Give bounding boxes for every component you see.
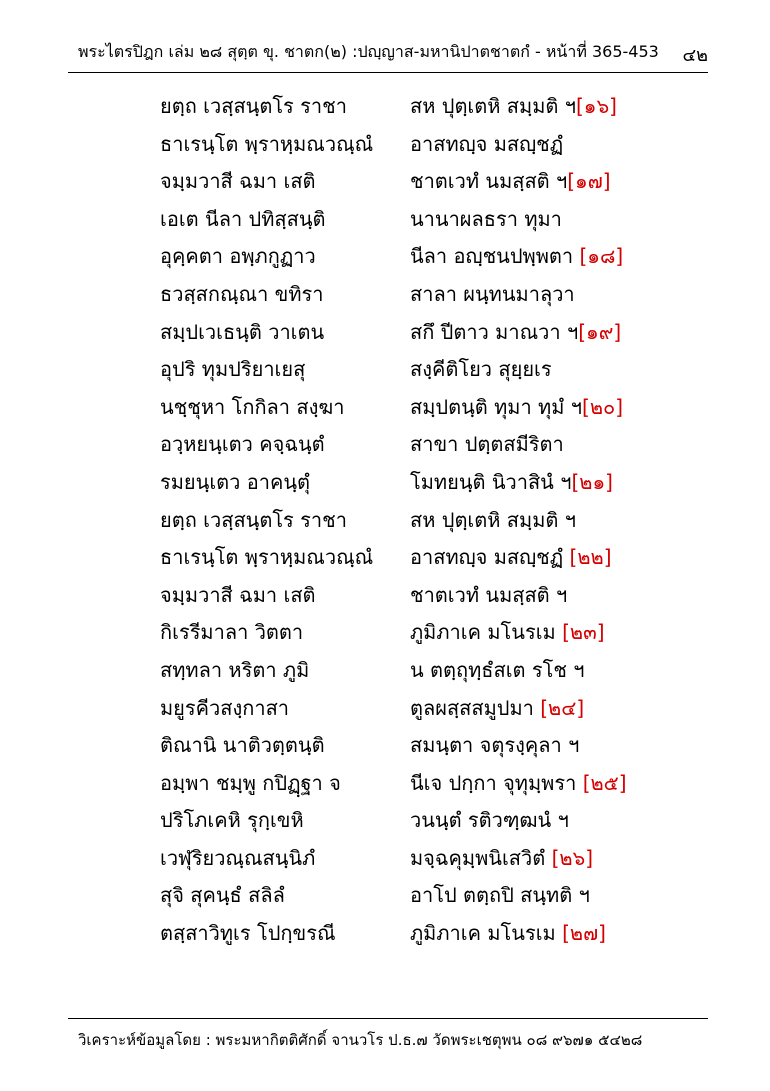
- verse-second-half: [410, 316, 621, 348]
- page-number: ๔๒: [682, 45, 708, 66]
- verse-second-half-text: สาขา ปตฺตสมีริตา: [410, 432, 564, 457]
- verse-first-half: เอเต นีลา ปทิสฺสนฺติ: [160, 206, 326, 231]
- verse-first-half: สทฺทลา หริตา ภูมิ: [160, 657, 310, 682]
- verse-second-half-text: สห ปุตฺเตหิ สมฺมติ ฯ: [410, 507, 576, 532]
- verse-first-half: ธวสฺสกณฺณา ขทิรา: [160, 281, 324, 306]
- verse-first-half: จมฺมวาสี ฉมา เสติ: [160, 169, 316, 194]
- verse-second-half: [410, 654, 585, 686]
- verse-second-half: [410, 692, 584, 724]
- verse-second-half-text: มจฺฉคุมฺพนิเสวิตํ: [410, 845, 552, 870]
- page-footer: วิเคราะห์ข้อมูลโดย : พระมหากิตติศักดิ์ จานวโร ป.ธ.๗ วัดพระเชตุพน ๐๘ ๙๖๗๑ ๕๔๒๘: [78, 1031, 643, 1049]
- verse-line: [160, 652, 700, 690]
- verse-first-half: ยตฺถ เวสฺสนฺตโร ราชา: [160, 507, 347, 532]
- verse-first-half: เวฬุริยวณฺณสนฺนิภํ: [160, 845, 316, 870]
- verse-number: [๒๓]: [562, 620, 605, 645]
- verse-number: [๒๑]: [571, 469, 613, 494]
- verse-line: [160, 464, 700, 502]
- verse-second-half-text: วนนฺตํ รติวฑฺฒนํ ฯ: [410, 808, 569, 833]
- verse-first-half: อุปริ ทุมปริยาเยสุ: [160, 357, 306, 382]
- verse-second-half: [410, 504, 576, 536]
- verse-second-half: [410, 428, 564, 460]
- verse-line: [160, 539, 700, 577]
- verse-first-half: ตสฺสาวิทูเร โปกฺขรณี: [160, 921, 336, 946]
- verse-first-half: มยูรคีวสงฺกาสา: [160, 695, 290, 720]
- verse-second-half: [410, 917, 606, 949]
- verse-second-half-text: อาสทญฺจ มสญฺชฏํ: [410, 131, 564, 156]
- verse-number: [๒๒]: [569, 545, 612, 570]
- verse-second-half-text: นีลา อญฺชนปพฺพตา: [410, 244, 580, 269]
- verse-first-half: จมฺมวาสี ฉมา เสติ: [160, 582, 316, 607]
- verse-second-half-text: น ตตฺถุทฺธํสเต รโช ฯ: [410, 657, 585, 682]
- verse-first-half: รมยนฺเตว อาคนฺตุํ: [160, 469, 311, 494]
- verse-number: [๒๐]: [582, 394, 624, 419]
- verse-second-half-text: ภูมิภาเค มโนรเม: [410, 620, 563, 645]
- verse-second-half-text: สห ปุตฺเตหิ สมฺมติ ฯ: [410, 94, 576, 118]
- verse-second-half-text: นีเจ ปกฺกา จุทุมฺพรา: [410, 770, 583, 795]
- verse-first-half: อุคฺคตา อพฺภกูฏาว: [160, 244, 316, 269]
- verse-second-half-text: อาสทญฺจ มสญฺชฏํ: [410, 545, 570, 570]
- verse-first-half: อวฺหยนฺเตว คจฺฉนฺตํ: [160, 432, 325, 457]
- verse-second-half: [410, 767, 627, 799]
- verse-line: [160, 276, 700, 314]
- verse-line: [160, 915, 700, 953]
- verse-number: [๒๖]: [551, 845, 594, 870]
- verse-line: [160, 389, 700, 427]
- verse-line: [160, 502, 700, 540]
- verse-number: [๑๙]: [578, 319, 622, 344]
- verse-second-half-text: นานาผลธรา ทุมา: [410, 206, 562, 231]
- verse-number: [๒๔]: [540, 695, 585, 720]
- verse-second-half: [410, 541, 612, 573]
- verse-first-half: ธาเรนฺโต พฺราหฺมณวณฺณํ: [160, 545, 374, 570]
- verse-second-half-text: ภูมิภาเค มโนรเม: [410, 921, 563, 946]
- verse-list: [160, 88, 700, 953]
- verse-first-half: ธาเรนฺโต พฺราหฺมณวณฺณํ: [160, 131, 374, 156]
- verse-first-half: อมฺพา ชมฺพู กปิฏฺฐา จ: [160, 770, 341, 795]
- footer-rule: [68, 1018, 708, 1019]
- header-title: พระไตรปิฎก เล่ม ๒๘ สุตฺต ขุ. ชาตก(๒) :ปญฺญาส-มหานิปาตชาตกํ - หน้าที่ 365-453: [78, 42, 659, 61]
- verse-line: [160, 126, 700, 164]
- verse-number: [๑๖]: [575, 94, 617, 118]
- verse-second-half-text: โมทยนฺติ นิวาสินํ ฯ: [410, 469, 572, 494]
- verse-second-half: [410, 203, 562, 235]
- verse-first-half: นชฺชุหา โกกิลา สงฺฆา: [160, 394, 345, 419]
- verse-first-half: ยตฺถ เวสฺสนฺตโร ราชา: [160, 94, 347, 118]
- verse-second-half: [410, 90, 617, 122]
- verse-line: [160, 577, 700, 615]
- verse-line: [160, 877, 700, 915]
- verse-line: [160, 351, 700, 389]
- verse-second-half: [410, 240, 623, 272]
- verse-second-half: [410, 616, 605, 648]
- verse-second-half: [410, 879, 590, 911]
- verse-line: [160, 201, 700, 239]
- verse-line: [160, 690, 700, 728]
- verse-line: [160, 727, 700, 765]
- verse-line: [160, 840, 700, 878]
- verse-line: [160, 802, 700, 840]
- verse-first-half: สุจิ สุคนฺธํ สลิลํ: [160, 883, 285, 908]
- verse-second-half-text: สมฺปตนฺติ ทุมา ทุมํ ฯ: [410, 394, 583, 419]
- verse-first-half: สมฺปเวเธนฺติ วาเตน: [160, 319, 325, 344]
- verse-number: [๒๕]: [582, 770, 627, 795]
- verse-line: [160, 163, 700, 201]
- verse-number: [๑๘]: [579, 244, 624, 269]
- verse-second-half-text: สมนฺตา จตุรงฺคุลา ฯ: [410, 733, 580, 758]
- verse-second-half: [410, 466, 613, 498]
- verse-second-half: [410, 579, 567, 611]
- verse-second-half-text: สาลา ผนฺทนมาลุวา: [410, 281, 575, 306]
- verse-first-half: กิเรรีมาลา วิตตา: [160, 620, 304, 645]
- verse-line: [160, 426, 700, 464]
- verse-first-half: ติณานิ นาติวตฺตนฺติ: [160, 733, 325, 758]
- verse-second-half-text: ชาตเวทํ นมสฺสติ ฯ: [410, 582, 568, 607]
- verse-second-half-text: อาโป ตตฺถปิ สนฺทติ ฯ: [410, 883, 590, 908]
- verse-line: [160, 88, 700, 126]
- verse-second-half-text: สงฺคีติโยว สุยฺยเร: [410, 357, 552, 382]
- verse-second-half: [410, 391, 623, 423]
- verse-second-half: [410, 278, 575, 310]
- page-header: [78, 36, 708, 72]
- verse-second-half-text: ตูลผสฺสสมูปมา: [410, 695, 541, 720]
- header-rule: [68, 72, 708, 73]
- verse-line: [160, 614, 700, 652]
- verse-second-half-text: ชาตเวทํ นมสฺสติ ฯ: [410, 169, 568, 194]
- verse-second-half: [410, 165, 611, 197]
- verse-line: [160, 238, 700, 276]
- verse-second-half: [410, 128, 563, 160]
- verse-second-half: [410, 729, 579, 761]
- verse-first-half: ปริโภเคหิ รุกฺเขหิ: [160, 808, 304, 833]
- verse-number: [๑๗]: [567, 169, 611, 194]
- verse-line: [160, 765, 700, 803]
- verse-second-half: [410, 353, 552, 385]
- verse-second-half: [410, 804, 569, 836]
- verse-second-half-text: สกึ ปีตาว มาณวา ฯ: [410, 319, 579, 344]
- verse-line: [160, 314, 700, 352]
- verse-second-half: [410, 842, 593, 874]
- verse-number: [๒๗]: [562, 921, 606, 946]
